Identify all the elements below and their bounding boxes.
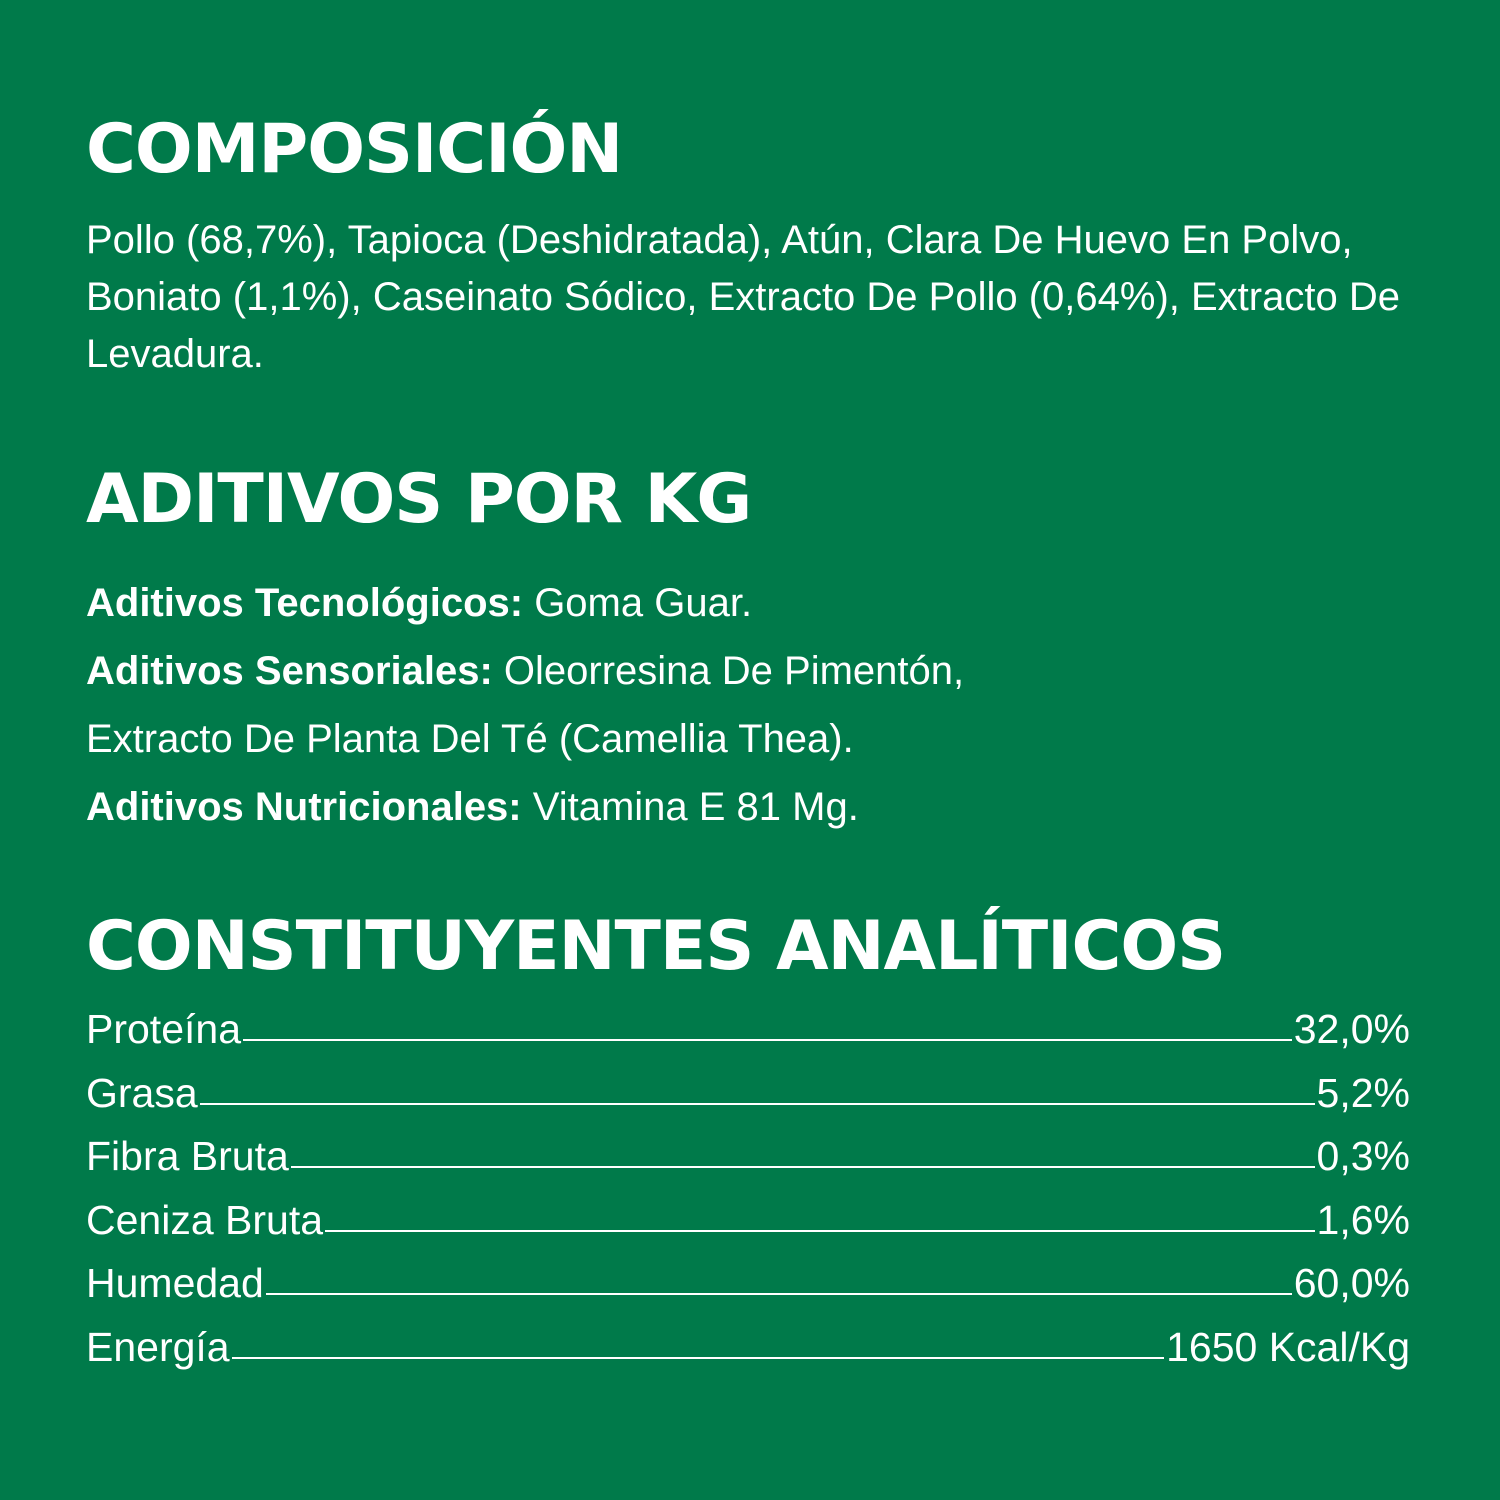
analysis-row (86, 1197, 1410, 1261)
analysis-heading: CONSTITUYENTES ANALÍTICOS (86, 907, 1226, 986)
additive-label: Aditivos Tecnológicos: (86, 581, 524, 625)
analysis-value: 60,0% (1293, 1260, 1410, 1307)
composition-text: Pollo (68,7%), Tapioca (Deshidratada), Atún, Clara De Huevo En Polvo, Boniato (1,1%), Caseinato Sódico, Extracto De Pollo (0,64%), Extracto De Levadura. (86, 218, 1400, 376)
additive-line (86, 637, 1410, 705)
analysis-row (86, 1006, 1410, 1070)
analysis-row (86, 1324, 1410, 1388)
analysis-label: Grasa (86, 1069, 198, 1116)
additive-value: Extracto De Planta Del Té (Camellia Thea). (86, 717, 854, 761)
additives-list (86, 569, 1410, 841)
composition-heading: COMPOSICIÓN (86, 110, 623, 189)
additive-value: Vitamina E 81 Mg. (521, 785, 859, 829)
analysis-value: 1650 Kcal/Kg (1166, 1323, 1410, 1370)
additive-line (86, 773, 1410, 841)
leader-line (232, 1357, 1164, 1359)
leader-line (266, 1293, 1292, 1295)
leader-line (291, 1166, 1315, 1168)
analysis-value: 32,0% (1293, 1006, 1410, 1052)
additive-value: Goma Guar. (523, 581, 753, 625)
analysis-value: 0,3% (1316, 1133, 1410, 1180)
analysis-value: 1,6% (1316, 1196, 1410, 1243)
leader-line (243, 1039, 1292, 1041)
analysis-table (86, 1006, 1410, 1388)
leader-line (325, 1230, 1315, 1232)
analysis-label: Ceniza Bruta (86, 1196, 324, 1243)
analysis-row (86, 1133, 1410, 1197)
additive-line (86, 705, 1410, 773)
additives-heading: ADITIVOS POR KG (86, 460, 752, 539)
analysis-label: Fibra Bruta (86, 1133, 289, 1180)
analysis-label: Proteína (86, 1006, 241, 1052)
leader-line (200, 1103, 1315, 1105)
additive-label: Aditivos Nutricionales: (86, 785, 522, 829)
analysis-row (86, 1070, 1410, 1134)
analysis-label: Energía (86, 1323, 230, 1370)
additive-value: Oleorresina De Pimentón, (492, 649, 965, 693)
additive-line (86, 569, 1410, 637)
analysis-row (86, 1260, 1410, 1324)
additive-label: Aditivos Sensoriales: (86, 649, 493, 693)
analysis-value: 5,2% (1316, 1069, 1410, 1116)
analysis-label: Humedad (86, 1260, 264, 1307)
